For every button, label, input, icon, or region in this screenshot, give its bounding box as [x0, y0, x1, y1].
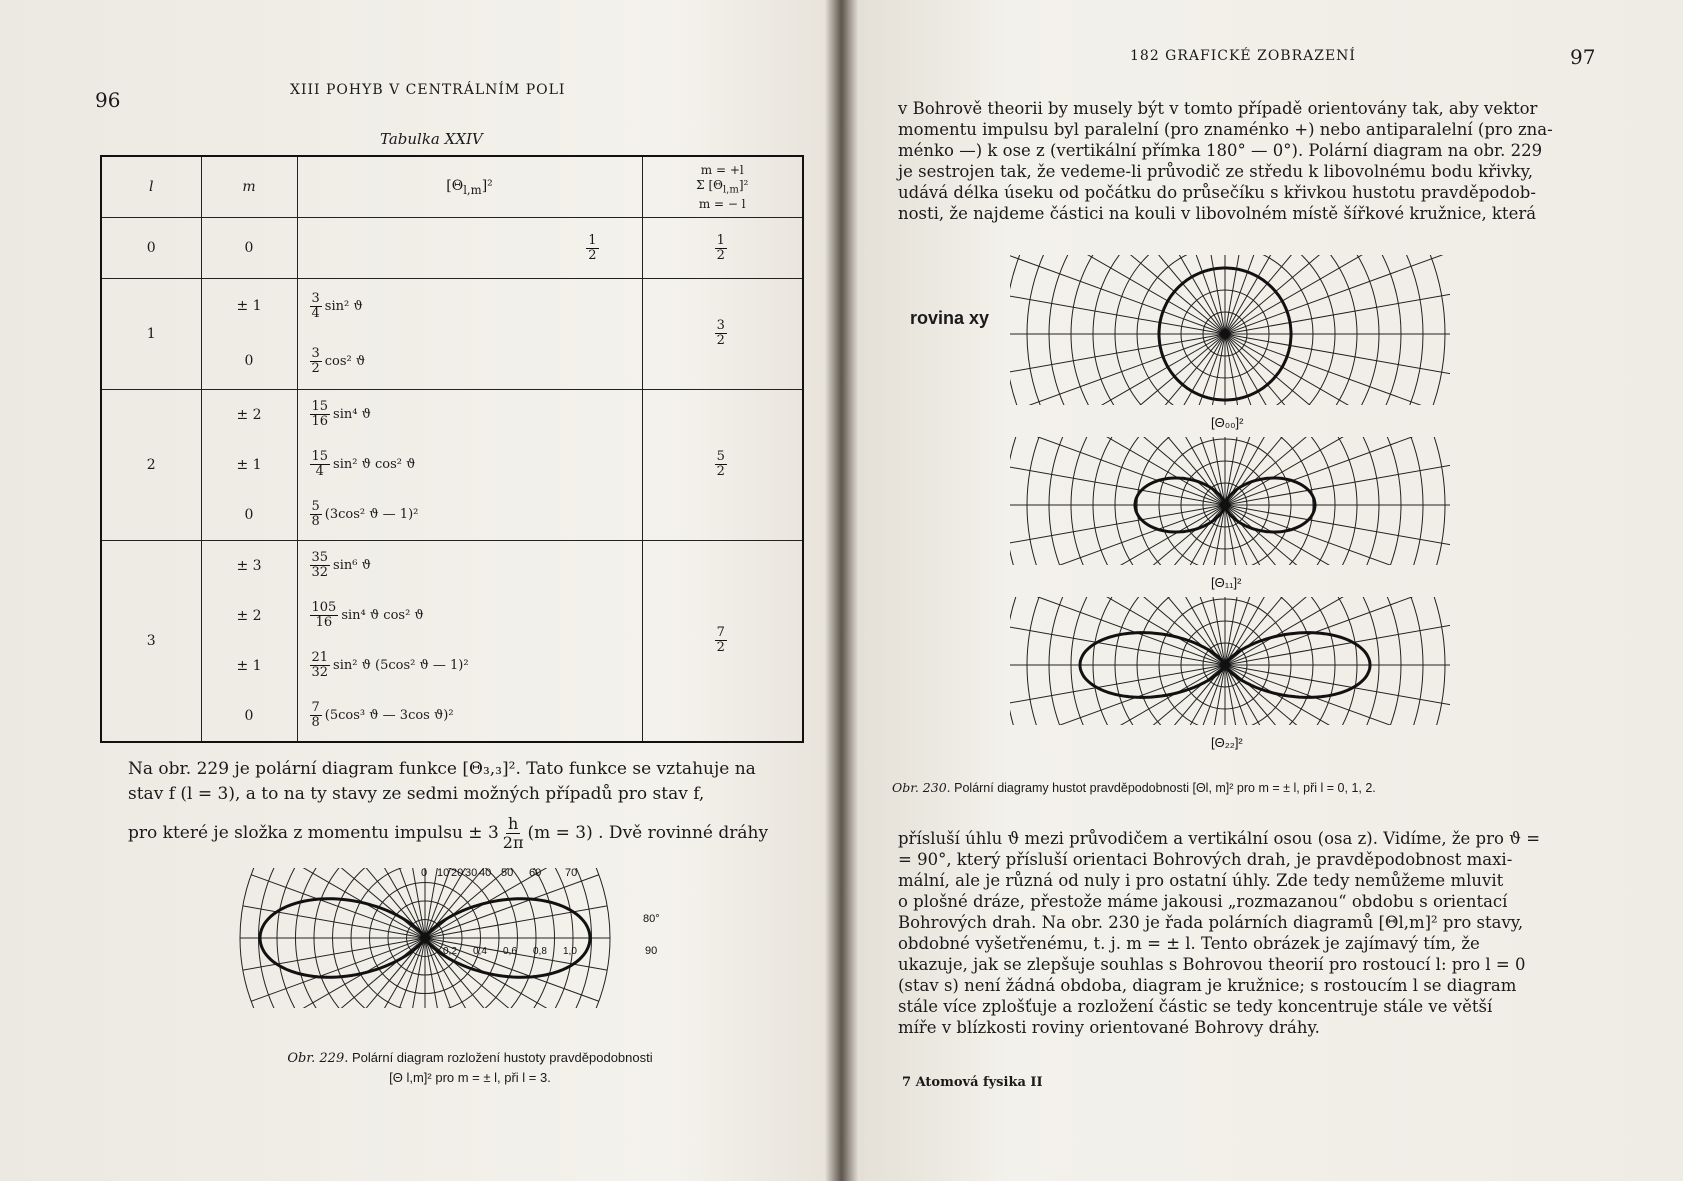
radial-gridline: [1010, 278, 1225, 334]
cell-sum: $\frac{7}{2}$: [642, 540, 803, 742]
radial-gridline: [1010, 556, 1225, 665]
angle-label: 40: [479, 868, 492, 879]
origin-point: [1220, 500, 1230, 510]
cell-theta: [297, 278, 642, 389]
paragraph-line: ukazuje, jak se zlepšuje souhlas s Bohrovou theorií pro rostoucí l: pro l = 0: [898, 955, 1526, 974]
page-number-left: 96: [95, 88, 121, 112]
circle-gridline: [1010, 445, 1445, 780]
cell-sum: $\frac{5}{2}$: [642, 389, 803, 540]
paragraph-line: míře v blízkosti roviny orientované Bohrovy dráhy.: [898, 1018, 1320, 1037]
theta-formula: $\frac{1}{2}$: [588, 232, 597, 263]
table-row: [101, 278, 803, 389]
diagram-label: [Θ₁₁]²: [1211, 575, 1242, 590]
radial-gridline: [265, 868, 428, 938]
radial-gridline: [1065, 505, 1225, 780]
left-page: [0, 0, 830, 1181]
radial-gridline: [1225, 505, 1460, 561]
right-page: [850, 0, 1683, 1181]
paragraph-left: [128, 757, 808, 852]
radial-gridline: [1225, 505, 1460, 711]
diagram-label: [Θ₀₀]²: [1211, 415, 1244, 430]
radial-label: 0,2: [443, 946, 457, 957]
radial-gridline: [1225, 665, 1460, 780]
table-caption: Tabulka XXIV: [380, 130, 483, 148]
paragraph-line: pro které je složka z momentu impulsu ± 3 $\frac{h}{2\pi}$ (m = 3) . Dvě rovinné dráhy: [128, 814, 769, 852]
cell-m: [201, 540, 297, 742]
radial-gridline: [1225, 255, 1460, 334]
radial-gridline: [1010, 665, 1225, 721]
radial-gridline: [1010, 255, 1225, 334]
m-value: 0: [244, 240, 254, 257]
radial-label: 0,8: [533, 946, 547, 957]
m-value: 0: [244, 506, 254, 523]
theta-formula: $\frac{3}{2}$ cos² ϑ: [311, 345, 366, 376]
radial-gridline: [1225, 459, 1460, 665]
figure-229-caption: Obr. 229. Polární diagram rozložení hustoty pravděpodobnosti [Θ l,m]² pro m = ± l, při l = 3.: [287, 1050, 653, 1085]
radial-gridline: [1116, 665, 1225, 780]
figure-230: [1010, 255, 1460, 780]
radial-gridline: [1010, 334, 1225, 540]
m-value: ± 2: [236, 607, 262, 624]
radial-label: 1,0: [563, 946, 577, 957]
theta-formula: $\frac{21}{32}$ sin² ϑ (5cos² ϑ — 1)²: [311, 650, 469, 681]
figure-229: [225, 868, 725, 1048]
cell-l: 3: [101, 540, 201, 742]
page-footer: 7 Atomová fysika II: [902, 1075, 1043, 1090]
paragraph-line: stále více zplošťuje a rozložení částic se tedy koncentruje stále ve větší: [898, 997, 1493, 1016]
radial-gridline: [1225, 334, 1460, 390]
radial-gridline: [1010, 609, 1225, 665]
paragraph-line: momentu impulsu byl paralelní (pro znaménko +) nebo antiparalelní (pro zna-: [898, 120, 1553, 139]
circle-gridline: [1010, 255, 1460, 620]
angle-label: 60: [529, 868, 542, 879]
paragraph-line: v Bohrově theorii by musely být v tomto případě orientovány tak, aby vektor: [898, 99, 1538, 118]
radial-gridline: [1010, 449, 1225, 505]
cell-theta: [297, 389, 642, 540]
paragraph-line: Bohrových drah. Na obr. 230 je řada polárních diagramů [Θl,m]² pro stavy,: [898, 913, 1524, 932]
paragraph-line: stav f (l = 3), a to na ty stavy ze sedmi možných případů pro stav f,: [128, 784, 705, 804]
theta-formula: $\frac{15}{16}$ sin⁴ ϑ: [311, 399, 371, 430]
paragraph-line: udává délka úseku od počátku do průsečíku s křivkou hustotu pravděpodob-: [898, 183, 1536, 202]
m-value: ± 2: [236, 406, 262, 423]
angle-label: 20: [451, 868, 464, 879]
angle-label: 10: [437, 868, 450, 879]
theta-formula: $\frac{105}{16}$ sin⁴ ϑ cos² ϑ: [311, 600, 424, 631]
cell-m: [201, 218, 297, 278]
radial-gridline: [1225, 255, 1460, 334]
radial-gridline: [1225, 334, 1460, 540]
radial-gridline: [1225, 278, 1460, 334]
paragraph-line: obdobné vyšetřenému, t. j. m = ± l. Tento obrázek je zajímavý tím, že: [898, 934, 1480, 953]
angle-label: 50: [501, 868, 514, 879]
cell-theta: [297, 540, 642, 742]
table-row: [101, 389, 803, 540]
radial-gridline: [333, 868, 426, 938]
theta-formula: $\frac{15}{4}$ sin² ϑ cos² ϑ: [311, 449, 416, 480]
radial-gridline: [1010, 665, 1225, 774]
radial-gridline: [1225, 665, 1460, 774]
header-l: l: [101, 156, 201, 218]
angle-label: 70: [565, 868, 578, 879]
radial-gridline: [1065, 334, 1225, 611]
cell-l: 2: [101, 389, 201, 540]
table-header-row: [101, 156, 803, 218]
table-xxiv: [100, 155, 804, 743]
paragraph-line: je sestrojen tak, že vedeme-li průvodič ze středu k libovolnému bodu křivky,: [898, 162, 1533, 181]
origin-point: [420, 933, 430, 943]
radial-gridline: [1225, 556, 1460, 665]
theta-formula: $\frac{3}{4}$ sin² ϑ: [311, 290, 363, 321]
radial-gridline: [1010, 334, 1225, 443]
angle-label: 0: [421, 868, 428, 879]
cell-m: [201, 389, 297, 540]
origin-point: [1220, 329, 1230, 339]
cell-theta: [297, 218, 642, 278]
radial-gridline: [1010, 396, 1225, 505]
radial-gridline: [1225, 505, 1460, 614]
theta-formula: $\frac{7}{8}$ (5cos³ ϑ — 3cos ϑ)²: [311, 700, 454, 731]
paragraph-line: = 90°, který přísluší orientaci Bohrových drah, je pravděpodobnost maxi-: [898, 850, 1513, 869]
radial-gridline: [1225, 505, 1385, 780]
radial-gridline: [1225, 396, 1460, 505]
paragraph-line: mální, ale je různá od nuly i pro ostatní úhly. Zde tedy nemůžeme mluvit: [898, 871, 1504, 890]
cell-sum: $\frac{1}{2}$: [642, 218, 803, 278]
radial-gridline: [1225, 255, 1460, 334]
radial-gridline: [1010, 505, 1225, 561]
radial-gridline: [1225, 665, 1460, 780]
polar-diagram: [1010, 255, 1460, 654]
header-sum: m = +l Σ $[\Theta_{l,m}]^2$ m = − l: [642, 156, 803, 218]
cell-m: [201, 278, 297, 389]
radial-gridline: [283, 938, 425, 1048]
figure-230-caption: Obr. 230. Polární diagramy hustot pravděpodobnosti [Θl, m]² pro m = ± l, při l = 0, 1, 2.: [892, 780, 1376, 795]
radial-label: 0,4: [473, 946, 487, 957]
plane-label: rovina xy: [910, 308, 990, 328]
header-m: m: [201, 156, 297, 218]
paragraph-line: o plošné dráze, přestože máme jakousi „rozmazanou“ obdobu s orientací: [898, 892, 1508, 911]
m-value: ± 3: [236, 557, 262, 574]
running-head-left: XIII POHYB V CENTRÁLNÍM POLI: [290, 82, 566, 98]
m-value: 0: [244, 707, 254, 724]
table-row: [101, 540, 803, 742]
paragraph-line: nosti, že najdeme částici na kouli v libovolném místě šířkové kružnice, která: [898, 204, 1537, 223]
angle-label: 90: [645, 945, 658, 957]
header-theta: $[\Theta_{l,m}]^2$: [297, 156, 642, 218]
angle-label: 30: [465, 868, 478, 879]
table-row: [101, 218, 803, 278]
running-head-right: 182 GRAFICKÉ ZOBRAZENÍ: [1130, 48, 1356, 64]
cell-l: 1: [101, 278, 201, 389]
radial-gridline: [1225, 449, 1460, 505]
paragraph-right-2: [898, 828, 1618, 1038]
radial-label: 0,6: [503, 946, 517, 957]
cell-l: 0: [101, 218, 201, 278]
radial-gridline: [1225, 665, 1334, 780]
m-value: 0: [244, 353, 254, 370]
angle-label: 80°: [643, 913, 660, 925]
diagram-label: [Θ₂₂]²: [1211, 735, 1243, 750]
cell-sum: $\frac{3}{2}$: [642, 278, 803, 389]
paragraph-right-1: [898, 98, 1618, 224]
radial-gridline: [1010, 299, 1225, 505]
m-value: ± 1: [236, 657, 262, 674]
theta-formula: $\frac{35}{32}$ sin⁶ ϑ: [311, 550, 371, 581]
paragraph-line: (stav s) není žádná obdoba, diagram je kružnice; s rostoucím l se diagram: [898, 976, 1517, 995]
radial-gridline: [1116, 334, 1225, 635]
m-value: ± 1: [236, 456, 262, 473]
radial-gridline: [1010, 334, 1225, 390]
paragraph-line: Na obr. 229 je polární diagram funkce [Θ₃,₃]². Tato funkce se vztahuje na: [128, 759, 756, 779]
paragraph-line: ménko —) k ose z (vertikální přímka 180° — 0°). Polární diagram na obr. 229: [898, 141, 1543, 160]
theta-formula: $\frac{5}{8}$ (3cos² ϑ — 1)²: [311, 499, 419, 530]
paragraph-line: přísluší úhlu ϑ mezi průvodičem a vertikální osou (osa z). Vidíme, že pro ϑ =: [898, 829, 1541, 848]
origin-point: [1220, 660, 1230, 670]
radial-gridline: [1225, 334, 1385, 611]
m-value: ± 1: [236, 298, 262, 315]
page-number-right: 97: [1570, 45, 1596, 69]
